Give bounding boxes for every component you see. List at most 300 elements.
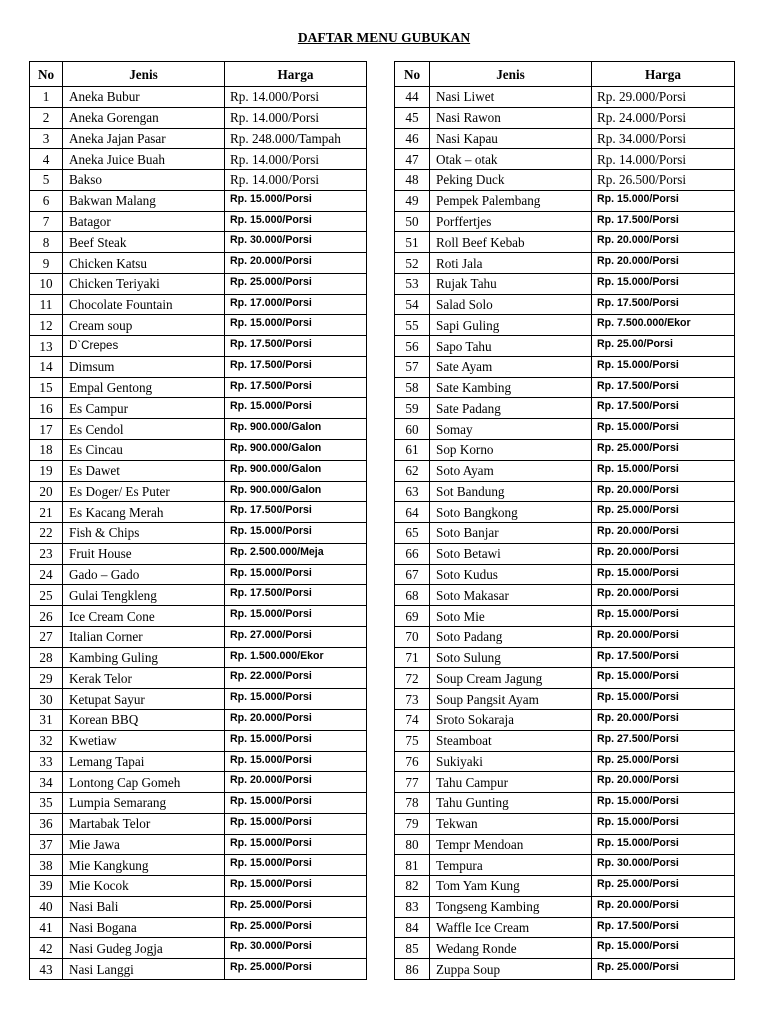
table-row xyxy=(30,315,367,336)
menu-item-price: Rp. 27.500/Porsi xyxy=(592,730,735,751)
table-row xyxy=(30,232,367,253)
menu-no-cell: 62 xyxy=(395,460,430,481)
menu-item-name: Chicken Teriyaki xyxy=(63,273,225,294)
menu-item-name: Zuppa Soup xyxy=(430,959,592,980)
menu-item-name: Fish & Chips xyxy=(63,523,225,544)
menu-item-name: Chicken Katsu xyxy=(63,253,225,274)
menu-item-name: Gado – Gado xyxy=(63,564,225,585)
table-row xyxy=(30,502,367,523)
table-row xyxy=(30,149,367,170)
menu-item-price: Rp. 22.000/Porsi xyxy=(225,668,367,689)
table-row xyxy=(30,896,367,917)
menu-item-name: Soto Makasar xyxy=(430,585,592,606)
table-row xyxy=(395,896,735,917)
menu-item-price: Rp. 1.500.000/Ekor xyxy=(225,647,367,668)
table-row xyxy=(30,440,367,461)
menu-item-price: Rp. 15.000/Porsi xyxy=(225,190,367,211)
table-row xyxy=(30,481,367,502)
table-row xyxy=(30,356,367,377)
menu-item-price: Rp. 20.000/Porsi xyxy=(225,772,367,793)
menu-item-name: Lumpia Semarang xyxy=(63,793,225,814)
menu-no-cell: 2 xyxy=(30,107,63,128)
menu-item-name: Dimsum xyxy=(63,356,225,377)
menu-item-price: Rp. 20.000/Porsi xyxy=(592,896,735,917)
page-title-text: DAFTAR MENU GUBUKAN xyxy=(297,30,471,45)
menu-item-name: Cream soup xyxy=(63,315,225,336)
menu-no-cell: 51 xyxy=(395,232,430,253)
menu-no-cell: 63 xyxy=(395,481,430,502)
menu-no-cell: 35 xyxy=(30,793,63,814)
menu-item-name: Soto Sulung xyxy=(430,647,592,668)
menu-item-price: Rp. 900.000/Galon xyxy=(225,440,367,461)
menu-no-cell: 43 xyxy=(30,959,63,980)
table-row xyxy=(395,294,735,315)
header-jenis: Jenis xyxy=(63,62,225,87)
menu-item-name: Kambing Guling xyxy=(63,647,225,668)
table-row xyxy=(395,626,735,647)
table-row xyxy=(395,502,735,523)
menu-no-cell: 53 xyxy=(395,273,430,294)
menu-item-name: Gulai Tengkleng xyxy=(63,585,225,606)
menu-no-cell: 34 xyxy=(30,772,63,793)
menu-item-name: Es Kacang Merah xyxy=(63,502,225,523)
table-row xyxy=(30,772,367,793)
table-row xyxy=(395,876,735,897)
table-row xyxy=(30,294,367,315)
menu-no-cell: 17 xyxy=(30,419,63,440)
menu-item-price: Rp. 14.000/Porsi xyxy=(225,87,367,108)
menu-table-right xyxy=(394,61,735,980)
menu-item-name: Soto Ayam xyxy=(430,460,592,481)
menu-item-price: Rp. 25.000/Porsi xyxy=(592,876,735,897)
menu-item-price: Rp. 20.000/Porsi xyxy=(592,709,735,730)
table-row xyxy=(30,834,367,855)
table-row xyxy=(30,793,367,814)
menu-item-price: Rp. 14.000/Porsi xyxy=(225,107,367,128)
menu-item-price: Rp. 25.000/Porsi xyxy=(592,959,735,980)
table-row xyxy=(395,170,735,191)
menu-item-price: Rp. 25.000/Porsi xyxy=(592,502,735,523)
menu-no-cell: 28 xyxy=(30,647,63,668)
menu-item-name: Tom Yam Kung xyxy=(430,876,592,897)
menu-item-name: Steamboat xyxy=(430,730,592,751)
menu-item-name: Bakwan Malang xyxy=(63,190,225,211)
table-row xyxy=(30,190,367,211)
menu-no-cell: 60 xyxy=(395,419,430,440)
menu-item-name: Sate Ayam xyxy=(430,356,592,377)
table-row xyxy=(395,211,735,232)
table-row xyxy=(395,128,735,149)
table-row xyxy=(395,689,735,710)
header-no: No xyxy=(30,62,63,87)
menu-item-name: Martabak Telor xyxy=(63,813,225,834)
menu-item-price: Rp. 29.000/Porsi xyxy=(592,87,735,108)
menu-no-cell: 22 xyxy=(30,523,63,544)
menu-item-price: Rp. 25.000/Porsi xyxy=(225,896,367,917)
table-row xyxy=(30,585,367,606)
table-row xyxy=(30,813,367,834)
menu-item-name: Mie Jawa xyxy=(63,834,225,855)
table-row xyxy=(30,128,367,149)
menu-item-name: Otak – otak xyxy=(430,149,592,170)
menu-item-price: Rp. 900.000/Galon xyxy=(225,460,367,481)
table-row xyxy=(30,647,367,668)
table-header-row xyxy=(30,62,367,87)
menu-no-cell: 7 xyxy=(30,211,63,232)
menu-item-price: Rp. 15.000/Porsi xyxy=(592,793,735,814)
menu-item-name: Tahu Campur xyxy=(430,772,592,793)
menu-item-name: Empal Gentong xyxy=(63,377,225,398)
menu-item-name: Kwetiaw xyxy=(63,730,225,751)
menu-item-name: Tempura xyxy=(430,855,592,876)
menu-item-price: Rp. 30.000/Porsi xyxy=(592,855,735,876)
menu-item-price: Rp. 15.000/Porsi xyxy=(592,834,735,855)
menu-item-price: Rp. 17.000/Porsi xyxy=(225,294,367,315)
menu-item-price: Rp. 2.500.000/Meja xyxy=(225,543,367,564)
menu-no-cell: 46 xyxy=(395,128,430,149)
table-row xyxy=(395,460,735,481)
menu-no-cell: 38 xyxy=(30,855,63,876)
menu-item-price: Rp. 15.000/Porsi xyxy=(225,876,367,897)
menu-no-cell: 3 xyxy=(30,128,63,149)
table-row xyxy=(395,772,735,793)
menu-no-cell: 4 xyxy=(30,149,63,170)
menu-item-name: Es Dawet xyxy=(63,460,225,481)
menu-item-name: Nasi Rawon xyxy=(430,107,592,128)
menu-item-name: Sate Kambing xyxy=(430,377,592,398)
menu-no-cell: 57 xyxy=(395,356,430,377)
menu-item-name: Lontong Cap Gomeh xyxy=(63,772,225,793)
menu-no-cell: 50 xyxy=(395,211,430,232)
menu-item-name: Roll Beef Kebab xyxy=(430,232,592,253)
table-row xyxy=(30,709,367,730)
menu-item-price: Rp. 15.000/Porsi xyxy=(592,668,735,689)
menu-no-cell: 68 xyxy=(395,585,430,606)
table-row xyxy=(395,315,735,336)
menu-item-price: Rp. 14.000/Porsi xyxy=(225,170,367,191)
table-row xyxy=(30,398,367,419)
menu-no-cell: 45 xyxy=(395,107,430,128)
menu-item-name: Soto Mie xyxy=(430,606,592,627)
header-jenis: Jenis xyxy=(430,62,592,87)
menu-no-cell: 65 xyxy=(395,523,430,544)
menu-item-price: Rp. 20.000/Porsi xyxy=(592,232,735,253)
menu-no-cell: 82 xyxy=(395,876,430,897)
menu-item-name: Nasi Langgi xyxy=(63,959,225,980)
table-row xyxy=(30,959,367,980)
table-row xyxy=(30,606,367,627)
menu-item-name: Korean BBQ xyxy=(63,709,225,730)
menu-item-name: Aneka Bubur xyxy=(63,87,225,108)
menu-item-price: Rp. 15.000/Porsi xyxy=(592,356,735,377)
menu-no-cell: 32 xyxy=(30,730,63,751)
menu-item-price: Rp. 15.000/Porsi xyxy=(592,460,735,481)
menu-item-price: Rp. 17.500/Porsi xyxy=(225,585,367,606)
menu-no-cell: 66 xyxy=(395,543,430,564)
menu-no-cell: 5 xyxy=(30,170,63,191)
table-row xyxy=(30,377,367,398)
menu-table-left xyxy=(29,61,367,980)
table-row xyxy=(30,689,367,710)
header-no: No xyxy=(395,62,430,87)
menu-item-price: Rp. 248.000/Tampah xyxy=(225,128,367,149)
menu-no-cell: 55 xyxy=(395,315,430,336)
menu-item-name: Mie Kocok xyxy=(63,876,225,897)
table-row xyxy=(395,87,735,108)
table-row xyxy=(395,419,735,440)
header-harga: Harga xyxy=(592,62,735,87)
menu-no-cell: 74 xyxy=(395,709,430,730)
table-row xyxy=(395,855,735,876)
menu-item-price: Rp. 27.000/Porsi xyxy=(225,626,367,647)
menu-no-cell: 21 xyxy=(30,502,63,523)
menu-item-name: Tekwan xyxy=(430,813,592,834)
table-row xyxy=(30,668,367,689)
menu-no-cell: 14 xyxy=(30,356,63,377)
menu-item-price: Rp. 17.500/Porsi xyxy=(225,336,367,357)
menu-item-name: Sapi Guling xyxy=(430,315,592,336)
menu-item-name: Aneka Jajan Pasar xyxy=(63,128,225,149)
table-row xyxy=(395,398,735,419)
table-row xyxy=(395,834,735,855)
menu-item-name: Rujak Tahu xyxy=(430,273,592,294)
table-row xyxy=(30,336,367,357)
menu-item-price: Rp. 25.000/Porsi xyxy=(592,440,735,461)
menu-item-name: Soto Padang xyxy=(430,626,592,647)
table-row xyxy=(395,481,735,502)
menu-item-name: Peking Duck xyxy=(430,170,592,191)
menu-no-cell: 58 xyxy=(395,377,430,398)
menu-no-cell: 47 xyxy=(395,149,430,170)
menu-item-name: Fruit House xyxy=(63,543,225,564)
menu-item-price: Rp. 17.500/Porsi xyxy=(225,377,367,398)
menu-item-name: Somay xyxy=(430,419,592,440)
menu-no-cell: 19 xyxy=(30,460,63,481)
menu-no-cell: 27 xyxy=(30,626,63,647)
table-row xyxy=(30,87,367,108)
menu-no-cell: 84 xyxy=(395,917,430,938)
menu-item-price: Rp. 17.500/Porsi xyxy=(225,502,367,523)
table-row xyxy=(395,377,735,398)
menu-item-price: Rp. 15.000/Porsi xyxy=(592,689,735,710)
table-row xyxy=(395,149,735,170)
table-row xyxy=(395,709,735,730)
menu-no-cell: 75 xyxy=(395,730,430,751)
menu-item-name: Sate Padang xyxy=(430,398,592,419)
header-harga: Harga xyxy=(225,62,367,87)
table-row xyxy=(30,211,367,232)
menu-no-cell: 48 xyxy=(395,170,430,191)
table-header-row xyxy=(395,62,735,87)
menu-item-price: Rp. 15.000/Porsi xyxy=(225,730,367,751)
menu-item-name: Es Campur xyxy=(63,398,225,419)
menu-no-cell: 13 xyxy=(30,336,63,357)
table-row xyxy=(30,543,367,564)
menu-no-cell: 44 xyxy=(395,87,430,108)
table-row xyxy=(30,107,367,128)
menu-item-name: Soup Pangsit Ayam xyxy=(430,689,592,710)
menu-no-cell: 40 xyxy=(30,896,63,917)
menu-no-cell: 25 xyxy=(30,585,63,606)
menu-item-name: Nasi Bogana xyxy=(63,917,225,938)
menu-item-name: Porffertjes xyxy=(430,211,592,232)
table-row xyxy=(395,938,735,959)
menu-item-price: Rp. 34.000/Porsi xyxy=(592,128,735,149)
menu-no-cell: 16 xyxy=(30,398,63,419)
menu-no-cell: 85 xyxy=(395,938,430,959)
menu-item-name: Soup Cream Jagung xyxy=(430,668,592,689)
menu-item-price: Rp. 20.000/Porsi xyxy=(592,772,735,793)
table-row xyxy=(395,336,735,357)
menu-item-name: Sapo Tahu xyxy=(430,336,592,357)
menu-item-name: Es Cincau xyxy=(63,440,225,461)
menu-no-cell: 86 xyxy=(395,959,430,980)
menu-item-price: Rp. 15.000/Porsi xyxy=(225,813,367,834)
menu-no-cell: 64 xyxy=(395,502,430,523)
menu-no-cell: 67 xyxy=(395,564,430,585)
menu-item-price: Rp. 26.500/Porsi xyxy=(592,170,735,191)
menu-item-name: Salad Solo xyxy=(430,294,592,315)
menu-no-cell: 20 xyxy=(30,481,63,502)
menu-item-price: Rp. 15.000/Porsi xyxy=(592,564,735,585)
table-row xyxy=(30,273,367,294)
table-row xyxy=(30,938,367,959)
menu-item-name: Tahu Gunting xyxy=(430,793,592,814)
table-row xyxy=(30,564,367,585)
menu-item-name: Sroto Sokaraja xyxy=(430,709,592,730)
menu-no-cell: 8 xyxy=(30,232,63,253)
menu-item-name: Pempek Palembang xyxy=(430,190,592,211)
menu-item-price: Rp. 15.000/Porsi xyxy=(592,273,735,294)
table-row xyxy=(395,730,735,751)
menu-item-price: Rp. 7.500.000/Ekor xyxy=(592,315,735,336)
menu-no-cell: 33 xyxy=(30,751,63,772)
menu-no-cell: 52 xyxy=(395,253,430,274)
menu-no-cell: 36 xyxy=(30,813,63,834)
menu-item-price: Rp. 17.500/Porsi xyxy=(225,356,367,377)
menu-item-price: Rp. 900.000/Galon xyxy=(225,419,367,440)
menu-item-price: Rp. 20.000/Porsi xyxy=(592,481,735,502)
menu-no-cell: 6 xyxy=(30,190,63,211)
menu-item-name: Nasi Kapau xyxy=(430,128,592,149)
menu-item-name: Tongseng Kambing xyxy=(430,896,592,917)
table-row xyxy=(395,543,735,564)
menu-no-cell: 59 xyxy=(395,398,430,419)
menu-no-cell: 73 xyxy=(395,689,430,710)
menu-item-name: Ketupat Sayur xyxy=(63,689,225,710)
table-row xyxy=(395,751,735,772)
menu-item-name: Chocolate Fountain xyxy=(63,294,225,315)
table-row xyxy=(30,419,367,440)
page-title xyxy=(0,30,768,46)
menu-item-name: Nasi Liwet xyxy=(430,87,592,108)
menu-item-price: Rp. 17.500/Porsi xyxy=(592,647,735,668)
menu-item-name: Bakso xyxy=(63,170,225,191)
menu-no-cell: 24 xyxy=(30,564,63,585)
menu-no-cell: 78 xyxy=(395,793,430,814)
menu-item-name: Aneka Gorengan xyxy=(63,107,225,128)
menu-no-cell: 56 xyxy=(395,336,430,357)
menu-item-name: Waffle Ice Cream xyxy=(430,917,592,938)
menu-no-cell: 72 xyxy=(395,668,430,689)
menu-item-price: Rp. 30.000/Porsi xyxy=(225,938,367,959)
menu-item-price: Rp. 25.000/Porsi xyxy=(225,273,367,294)
table-row xyxy=(30,876,367,897)
table-row xyxy=(395,356,735,377)
menu-item-price: Rp. 15.000/Porsi xyxy=(225,211,367,232)
menu-item-price: Rp. 15.000/Porsi xyxy=(225,564,367,585)
table-row xyxy=(395,107,735,128)
menu-no-cell: 9 xyxy=(30,253,63,274)
table-row xyxy=(30,626,367,647)
menu-item-name: Soto Kudus xyxy=(430,564,592,585)
menu-item-name: Italian Corner xyxy=(63,626,225,647)
menu-item-price: Rp. 24.000/Porsi xyxy=(592,107,735,128)
menu-no-cell: 71 xyxy=(395,647,430,668)
menu-item-price: Rp. 20.000/Porsi xyxy=(592,626,735,647)
menu-no-cell: 29 xyxy=(30,668,63,689)
table-row xyxy=(395,190,735,211)
table-row xyxy=(395,564,735,585)
menu-item-price: Rp. 15.000/Porsi xyxy=(225,606,367,627)
table-row xyxy=(30,253,367,274)
menu-no-cell: 80 xyxy=(395,834,430,855)
menu-item-name: Nasi Gudeg Jogja xyxy=(63,938,225,959)
menu-item-price: Rp. 20.000/Porsi xyxy=(225,709,367,730)
menu-item-name: Batagor xyxy=(63,211,225,232)
menu-item-price: Rp. 15.000/Porsi xyxy=(225,793,367,814)
menu-no-cell: 54 xyxy=(395,294,430,315)
menu-item-price: Rp. 14.000/Porsi xyxy=(592,149,735,170)
menu-item-name: Roti Jala xyxy=(430,253,592,274)
menu-item-price: Rp. 25.000/Porsi xyxy=(225,959,367,980)
menu-item-price: Rp. 15.000/Porsi xyxy=(225,315,367,336)
table-row xyxy=(395,917,735,938)
menu-item-price: Rp. 15.000/Porsi xyxy=(225,523,367,544)
menu-item-price: Rp. 20.000/Porsi xyxy=(592,523,735,544)
menu-item-price: Rp. 15.000/Porsi xyxy=(225,751,367,772)
table-row xyxy=(395,253,735,274)
menu-item-name: Kerak Telor xyxy=(63,668,225,689)
menu-no-cell: 41 xyxy=(30,917,63,938)
menu-item-price: Rp. 17.500/Porsi xyxy=(592,377,735,398)
menu-item-price: Rp. 20.000/Porsi xyxy=(592,253,735,274)
menu-item-name: Soto Bangkong xyxy=(430,502,592,523)
menu-item-price: Rp. 15.000/Porsi xyxy=(592,813,735,834)
table-row xyxy=(30,523,367,544)
menu-item-price: Rp. 30.000/Porsi xyxy=(225,232,367,253)
menu-item-name: Lemang Tapai xyxy=(63,751,225,772)
menu-item-name: Wedang Ronde xyxy=(430,938,592,959)
table-row xyxy=(30,751,367,772)
menu-item-name: Ice Cream Cone xyxy=(63,606,225,627)
table-row xyxy=(395,959,735,980)
table-row xyxy=(30,170,367,191)
menu-no-cell: 10 xyxy=(30,273,63,294)
table-row xyxy=(395,606,735,627)
menu-item-name: Mie Kangkung xyxy=(63,855,225,876)
table-row xyxy=(395,585,735,606)
menu-no-cell: 49 xyxy=(395,190,430,211)
menu-item-name: Sukiyaki xyxy=(430,751,592,772)
menu-no-cell: 11 xyxy=(30,294,63,315)
menu-no-cell: 70 xyxy=(395,626,430,647)
menu-item-price: Rp. 15.000/Porsi xyxy=(592,606,735,627)
menu-item-price: Rp. 17.500/Porsi xyxy=(592,398,735,419)
menu-no-cell: 61 xyxy=(395,440,430,461)
menu-item-price: Rp. 15.000/Porsi xyxy=(592,938,735,959)
menu-no-cell: 77 xyxy=(395,772,430,793)
